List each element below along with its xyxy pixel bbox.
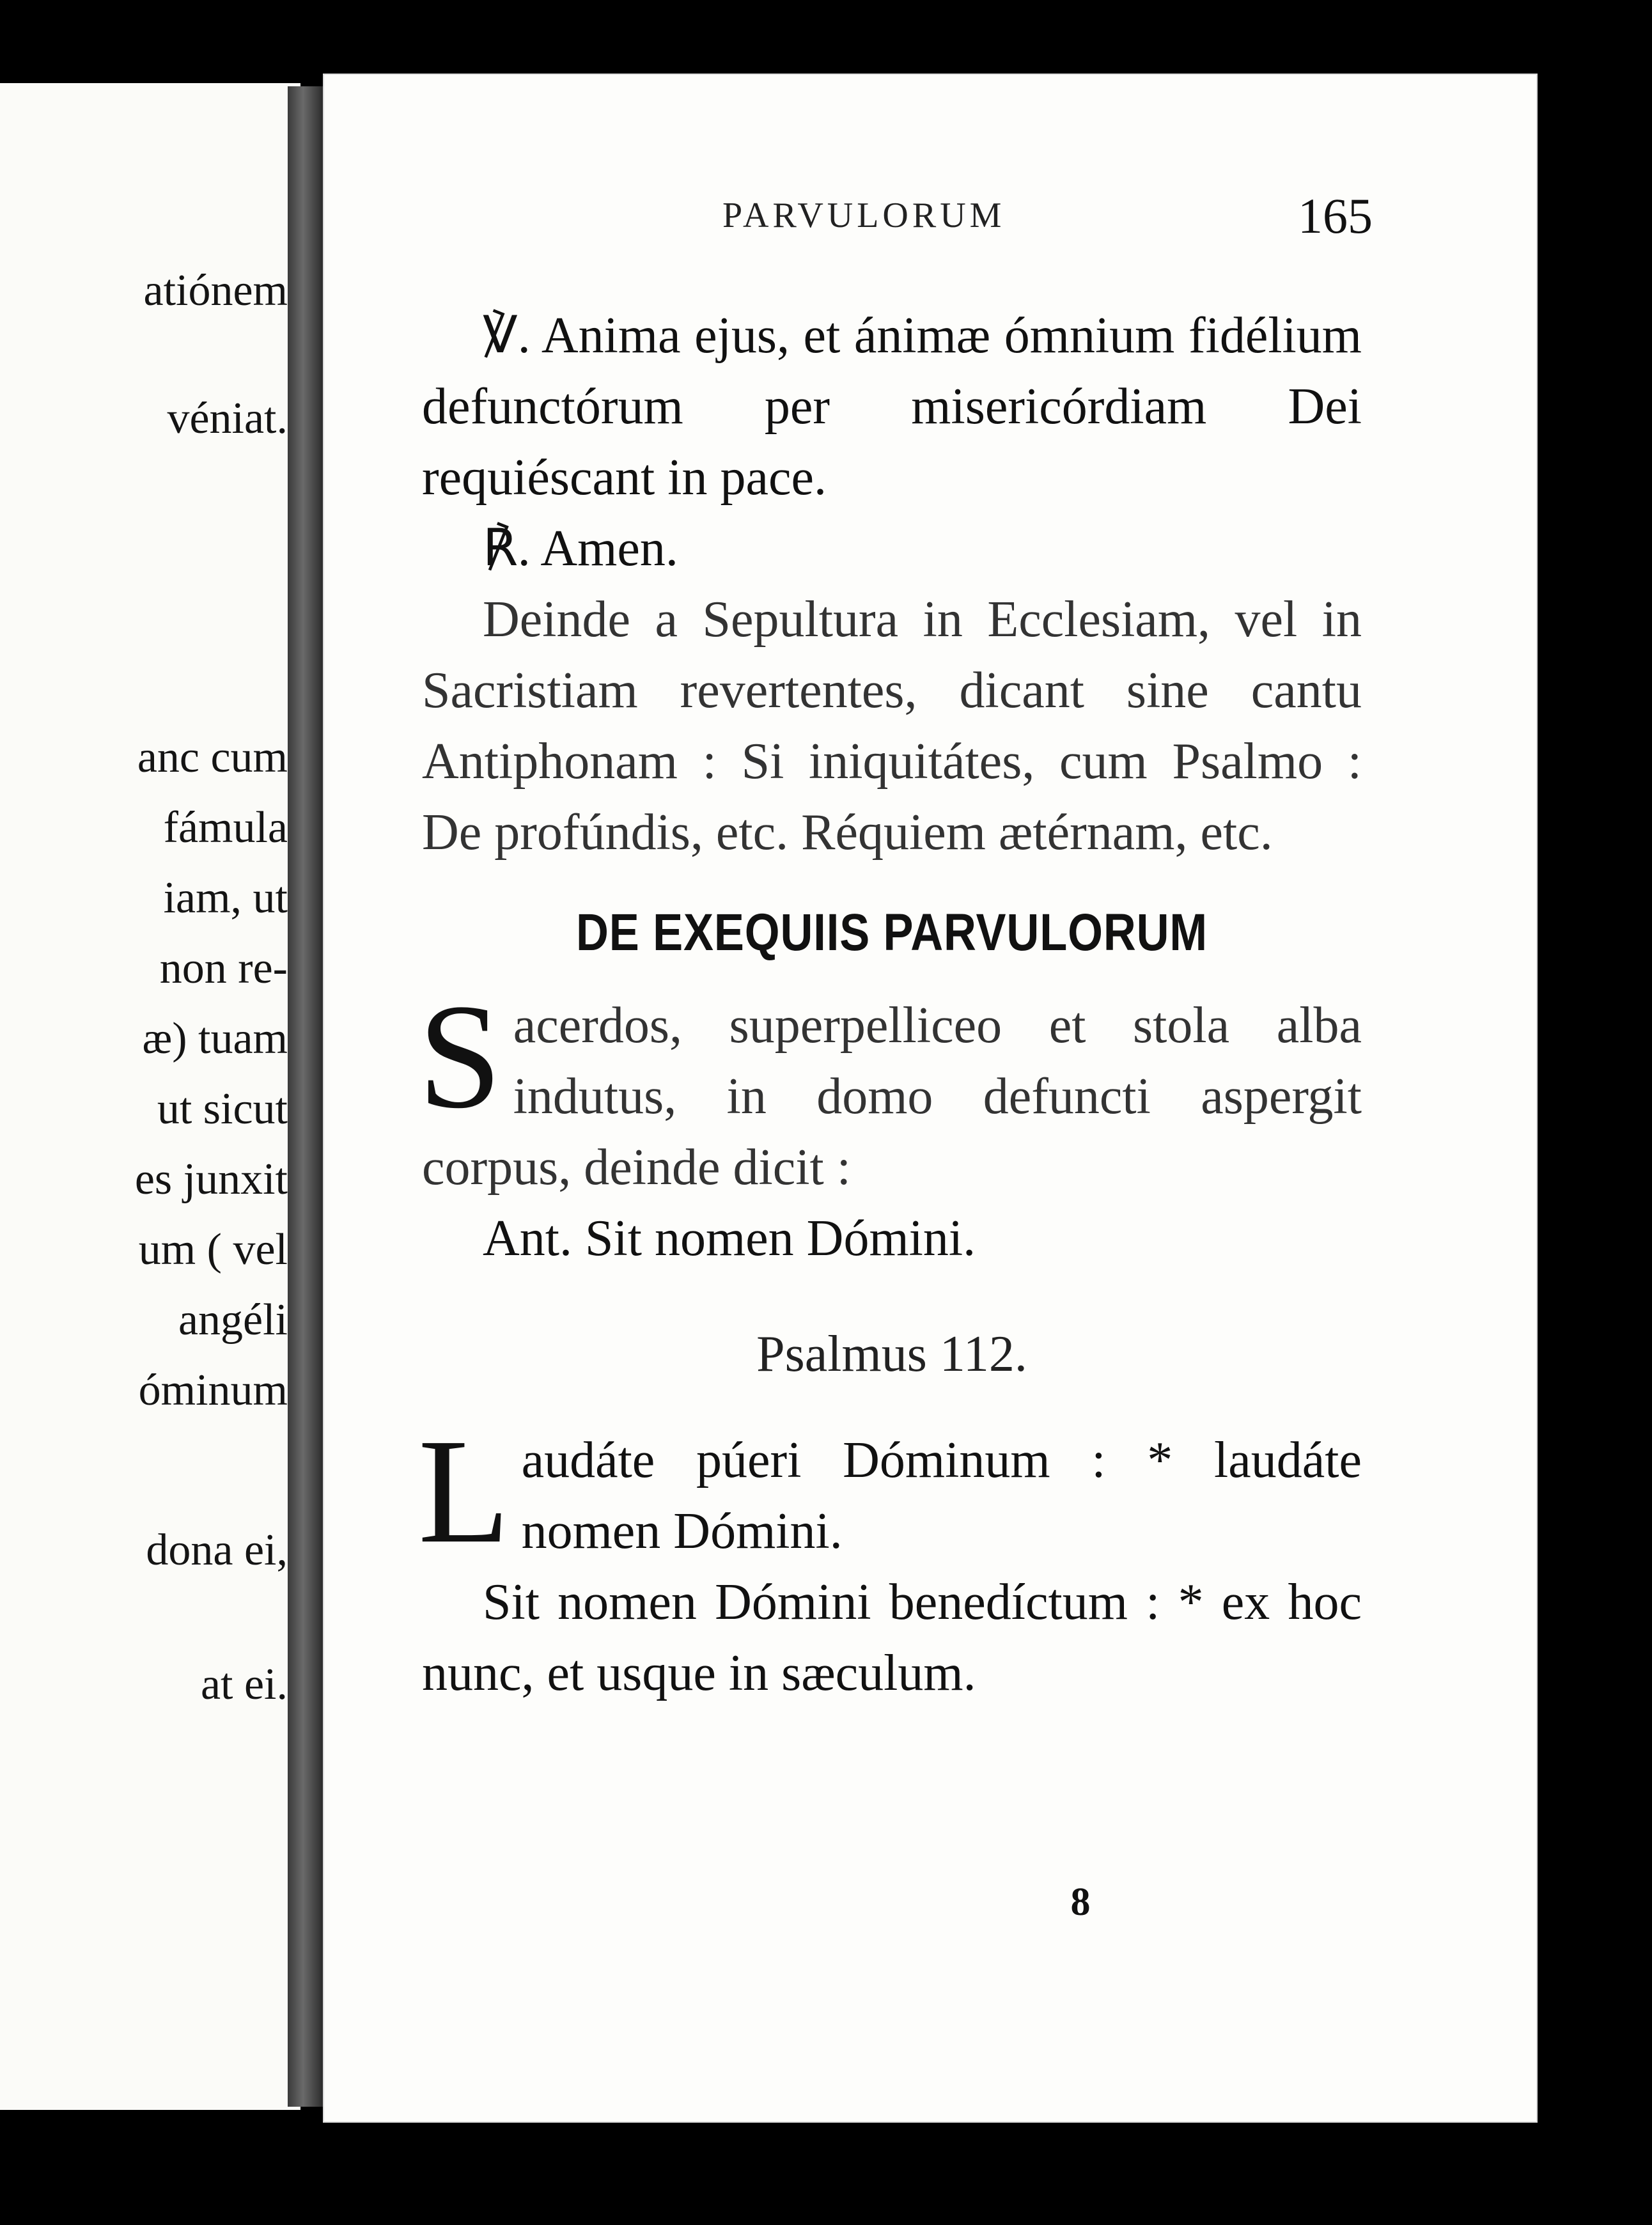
facing-page-line: angéli (178, 1295, 288, 1345)
rubric-text: acerdos, superpelliceo et stola alba indutus, in domo defuncti aspergit corpus, deinde dicit : (422, 997, 1362, 1196)
response: ℟. Amen. (483, 520, 678, 577)
page-number: 165 (1298, 188, 1373, 244)
facing-page-line: es junxit (134, 1155, 288, 1204)
facing-page-line: atiónem (143, 266, 288, 315)
facing-page-line: fámula (163, 803, 288, 852)
drop-cap: L (418, 1408, 510, 1574)
page-header (323, 188, 1538, 253)
psalm-title: Psalmus 112. (756, 1326, 1027, 1382)
psalm-verse-text: audáte púeri Dóminum : * laudáte nomen Dómini. (521, 1432, 1362, 1559)
facing-page-line: æ) tuam (142, 1014, 288, 1063)
book-page (323, 74, 1538, 2123)
facing-page-line: non re- (159, 944, 288, 993)
antiphon: Ant. Sit nomen Dómini. (483, 1210, 976, 1267)
signature-mark: 8 (1070, 1880, 1091, 1924)
facing-page-line: anc cum (137, 733, 288, 782)
facing-page-line: véniat. (167, 394, 288, 443)
facing-page-line: at ei. (200, 1660, 288, 1709)
versicle: ℣. Anima ejus, et ánimæ ómnium fidélium defunctórum per misericórdiam Dei requiéscant in pace. (422, 308, 1362, 506)
running-title: PARVULORUM (722, 196, 1006, 235)
facing-page-line: um ( vel (138, 1225, 288, 1274)
facing-page-line: dona ei, (146, 1526, 288, 1575)
facing-page-line: iam, ut (163, 873, 288, 923)
facing-page-line: óminum (138, 1366, 288, 1415)
rubric-dropcap-paragraph (418, 973, 1362, 1203)
facing-page-line: ut sicut (157, 1084, 288, 1134)
rubric: Deinde a Sepultura in Ecclesiam, vel in Sacristiam revertentes, dicant sine cantu Antiphonam : Si iniquitátes, cum Psalmo : De profúndis, etc. Réquiem ætérnam, etc. (422, 591, 1362, 861)
page-text (418, 301, 1362, 1709)
psalm-verse-1 (418, 1408, 1362, 1574)
facing-page (0, 83, 300, 2110)
drop-cap: S (418, 973, 502, 1139)
section-heading: DE EXEQUIIS PARVULORUM (575, 903, 1208, 962)
book-gutter (288, 86, 326, 2107)
psalm-verse-2: Sit nomen Dómini benedíctum : * ex hoc nunc, et usque in sæculum. (422, 1574, 1362, 1701)
